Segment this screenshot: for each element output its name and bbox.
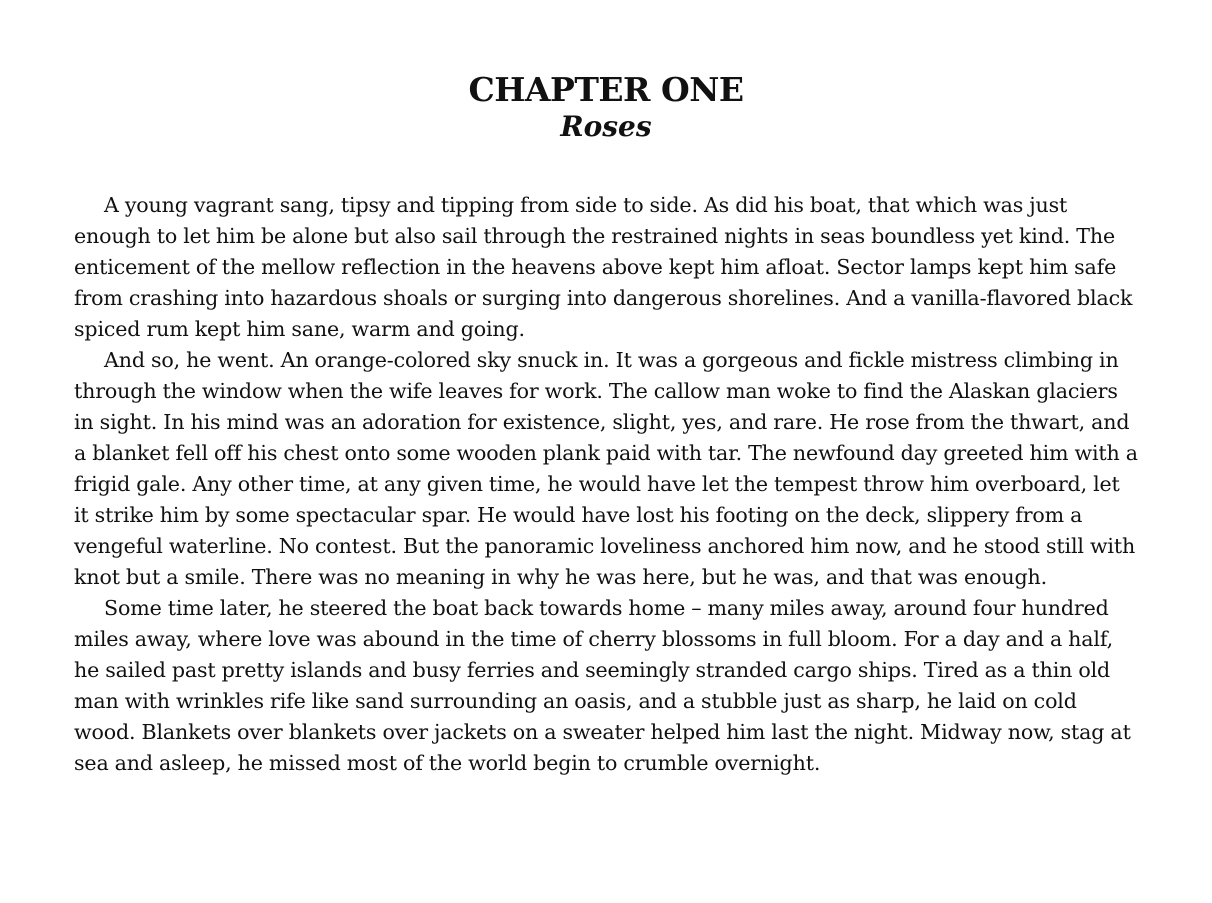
paragraph: Some time later, he steered the boat back towards home – many miles away, around four hundred miles away, where love was abound in the time of cherry blossoms in full bloom. For a day and a half, he sailed past pretty islands and busy ferries and seemingly stranded cargo ships. Tired as a thin old man with wrinkles rife like sand surrounding an oasis, and a stubble just as sharp, he laid on cold wood. Blankets over blankets over jackets on a sweater helped him last the night. Midway now, stag at sea and asleep, he missed most of the world begin to crumble overnight. [74, 596, 1131, 775]
chapter-body [74, 190, 1138, 779]
chapter-subtitle: Roses [560, 110, 652, 143]
document-page [74, 70, 1138, 779]
chapter-heading [74, 70, 1138, 144]
paragraph: A young vagrant sang, tipsy and tipping from side to side. As did his boat, that which was just enough to let him be alone but also sail through the restrained nights in seas boundless yet kind. The enticement of the mellow reflection in the heavens above kept him afloat. Sector lamps kept him safe from crashing into hazardous shoals or surging into dangerous shorelines. And a vanilla-flavored black spiced rum kept him sane, warm and going. [74, 193, 1133, 341]
paragraph: And so, he went. An orange-colored sky snuck in. It was a gorgeous and fickle mistress climbing in through the window when the wife leaves for work. The callow man woke to find the Alaskan glaciers in sight. In his mind was an adoration for existence, slight, yes, and rare. He rose from the thwart, and a blanket fell off his chest onto some wooden plank paid with tar. The newfound day greeted him with a frigid gale. Any other time, at any given time, he would have let the tempest throw him overboard, let it strike him by some spectacular spar. He would have lost his footing on the deck, slippery from a vengeful waterline. No contest. But the panoramic loveliness anchored him now, and he stood still with knot but a smile. There was no meaning in why he was here, but he was, and that was enough. [74, 348, 1138, 589]
chapter-title: CHAPTER ONE [468, 70, 744, 109]
